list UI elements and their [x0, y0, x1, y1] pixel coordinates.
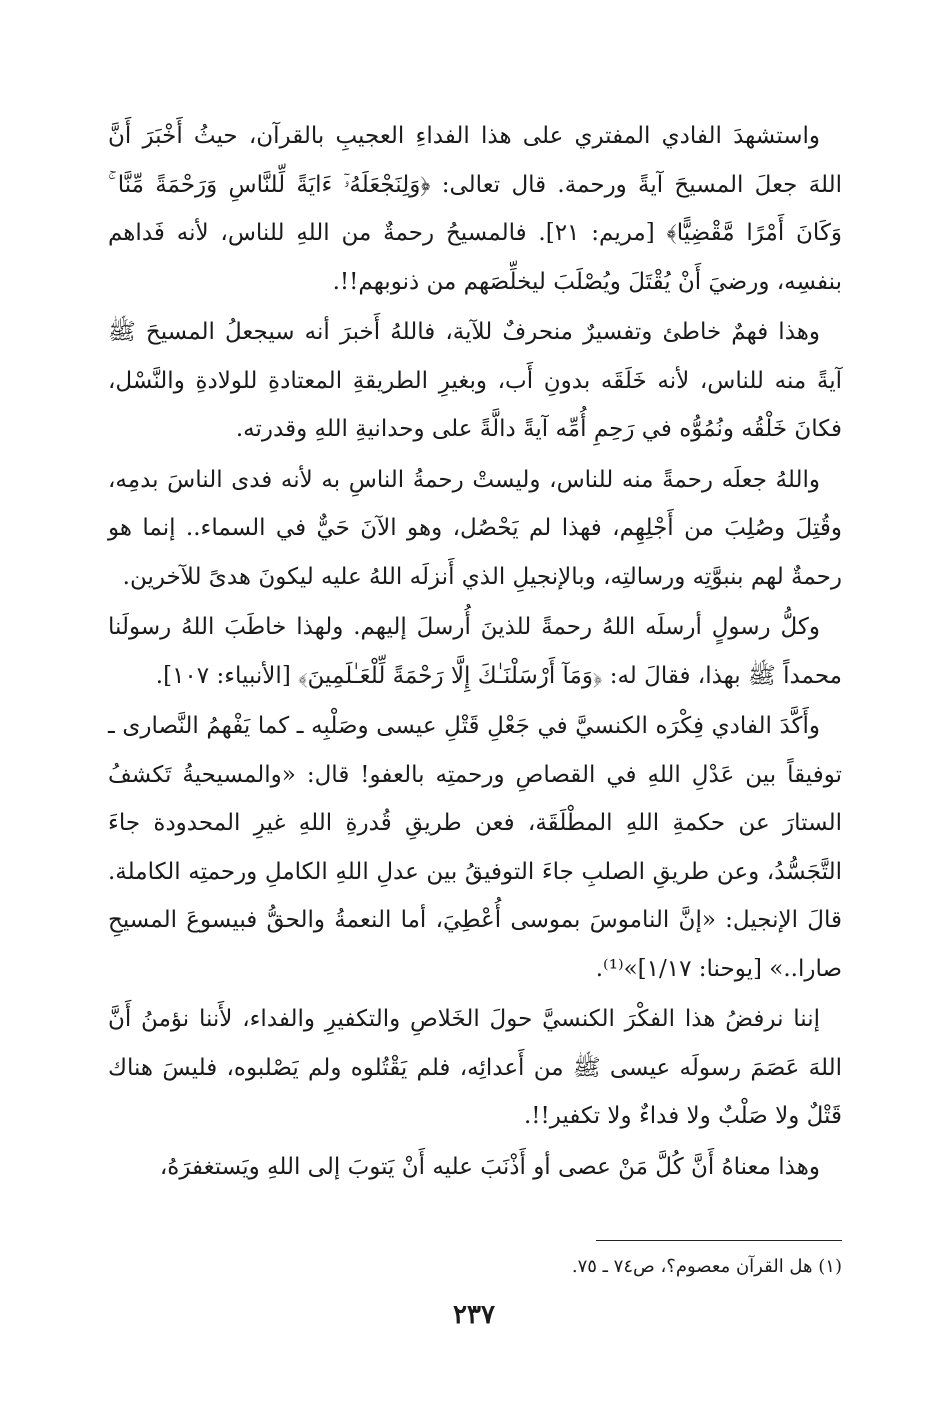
paragraph: وكلُّ رسولٍ أرسلَه اللهُ رحمةً للذينَ أُرسلَ إليهم. ولهذا خاطَبَ اللهُ رسولَنا محمداً ﷺ بهذا، فقالَ له: ﴿وَمَآ أَرْسَلْنَـٰكَ إِلَّا رَحْمَةً لِّلْعَـٰلَمِينَ﴾ [الأنبياء: ١٠٧]. [108, 614, 842, 689]
paragraph: وهذا فهمٌ خاطئ وتفسيرٌ منحرفٌ للآية، فاللهُ أَخبرَ أنه سيجعلُ المسيحَ ﷺ آيةً منه للناس، لأنه خَلَقَه بدونِ أَب، وبغيرِ الطريقةِ المعتادةِ للولادةِ والنَّسْل، فكانَ خَلْقُه ونُمُوُّه في رَحِمِ أُمِّه آيةً دالَّةً على وحدانيةِ اللهِ وقدرته. [108, 319, 842, 442]
paragraph: واللهُ جعلَه رحمةً منه للناس، وليستْ رحمةُ الناسِ به لأنه فدى الناسَ بدمِه، وقُتِلَ وصُلِبَ من أَجْلِهِم، فهذا لم يَحْصُل، وهو الآنَ حَيٌّ في السماء.. إنما هو رحمةٌ لهم بنبوَّتِه ورسالتِه، وبالإنجيلِ الذي أَنزلَه اللهُ عليه ليكونَ هدىً للآخرين. [108, 466, 842, 590]
paragraph: واستشهدَ الفادي المفتري على هذا الفداءِ العجيبِ بالقرآن، حيثُ أَخْبَرَ أَنَّ اللهَ جعلَ المسيحَ آيةً ورحمة. قال تعالى: ﴿وَلِنَجْعَلَهُۥٓ ءَايَةً لِّلنَّاسِ وَرَحْمَةً مِّنَّا ۚ وَكَانَ أَمْرًا مَّقْضِيًّا﴾ [مريم: ٢١]. فالمسيحُ رحمةٌ من اللهِ للناس، لأنه فَداهم بنفسِه، ورضيَ أَنْ يُقْتَلَ ويُصْلَبَ ليخلِّصَهم من ذنوبهم!!. [108, 123, 842, 295]
body-text [108, 112, 842, 1193]
page-number: ٢٣٧ [453, 1300, 495, 1330]
footnote: (١) هل القرآن معصوم؟، ص٧٤ ـ ٧٥. [571, 1256, 842, 1277]
paragraph: وهذا معناهُ أَنَّ كُلَّ مَنْ عصى أو أَذْنَبَ عليه أَنْ يَتوبَ إلى اللهِ ويَستغفرَهُ، [159, 1153, 820, 1180]
footnote-separator [596, 1240, 842, 1241]
paragraph: وأَكَّدَ الفادي فِكْرَه الكنسيَّ في جَعْلِ قَتْلِ عيسى وصَلْبِه ـ كما يَفْهمُ النَّصارى ـ توفيقاً بين عَدْلِ اللهِ في القصاصِ ورحمتِه بالعفو! قال: «والمسيحيةُ تَكشفُ الستارَ عن حكمةِ اللهِ المطْلَقَة، فعن طريقِ قُدرةِ اللهِ غيرِ المحدودة جاءَ التَّجَسُّدُ، وعن طريقِ الصلبِ جاءَ التوفيقُ بين عدلِ اللهِ الكاملِ ورحمتِه الكاملة. قالَ الإنجيل: «إنَّ الناموسَ بموسى أُعْطِيَ، أما النعمةُ والحقُّ فبيسوعَ المسيحِ صارا..» [يوحنا: ١/١٧]»⁽¹⁾. [108, 713, 842, 982]
paragraph: إننا نرفضُ هذا الفكْرَ الكنسيَّ حولَ الخَلاصِ والتكفيرِ والفداء، لأَننا نؤمنُ أَنَّ اللهَ عَصَمَ رسولَه عيسى ﷺ من أَعدائِه، فلم يَقْتُلوه ولم يَصْلبوه، فليسَ هناك قَتْلٌ ولا صَلْبٌ ولا فداءٌ ولا تكفير!!. [108, 1006, 842, 1129]
